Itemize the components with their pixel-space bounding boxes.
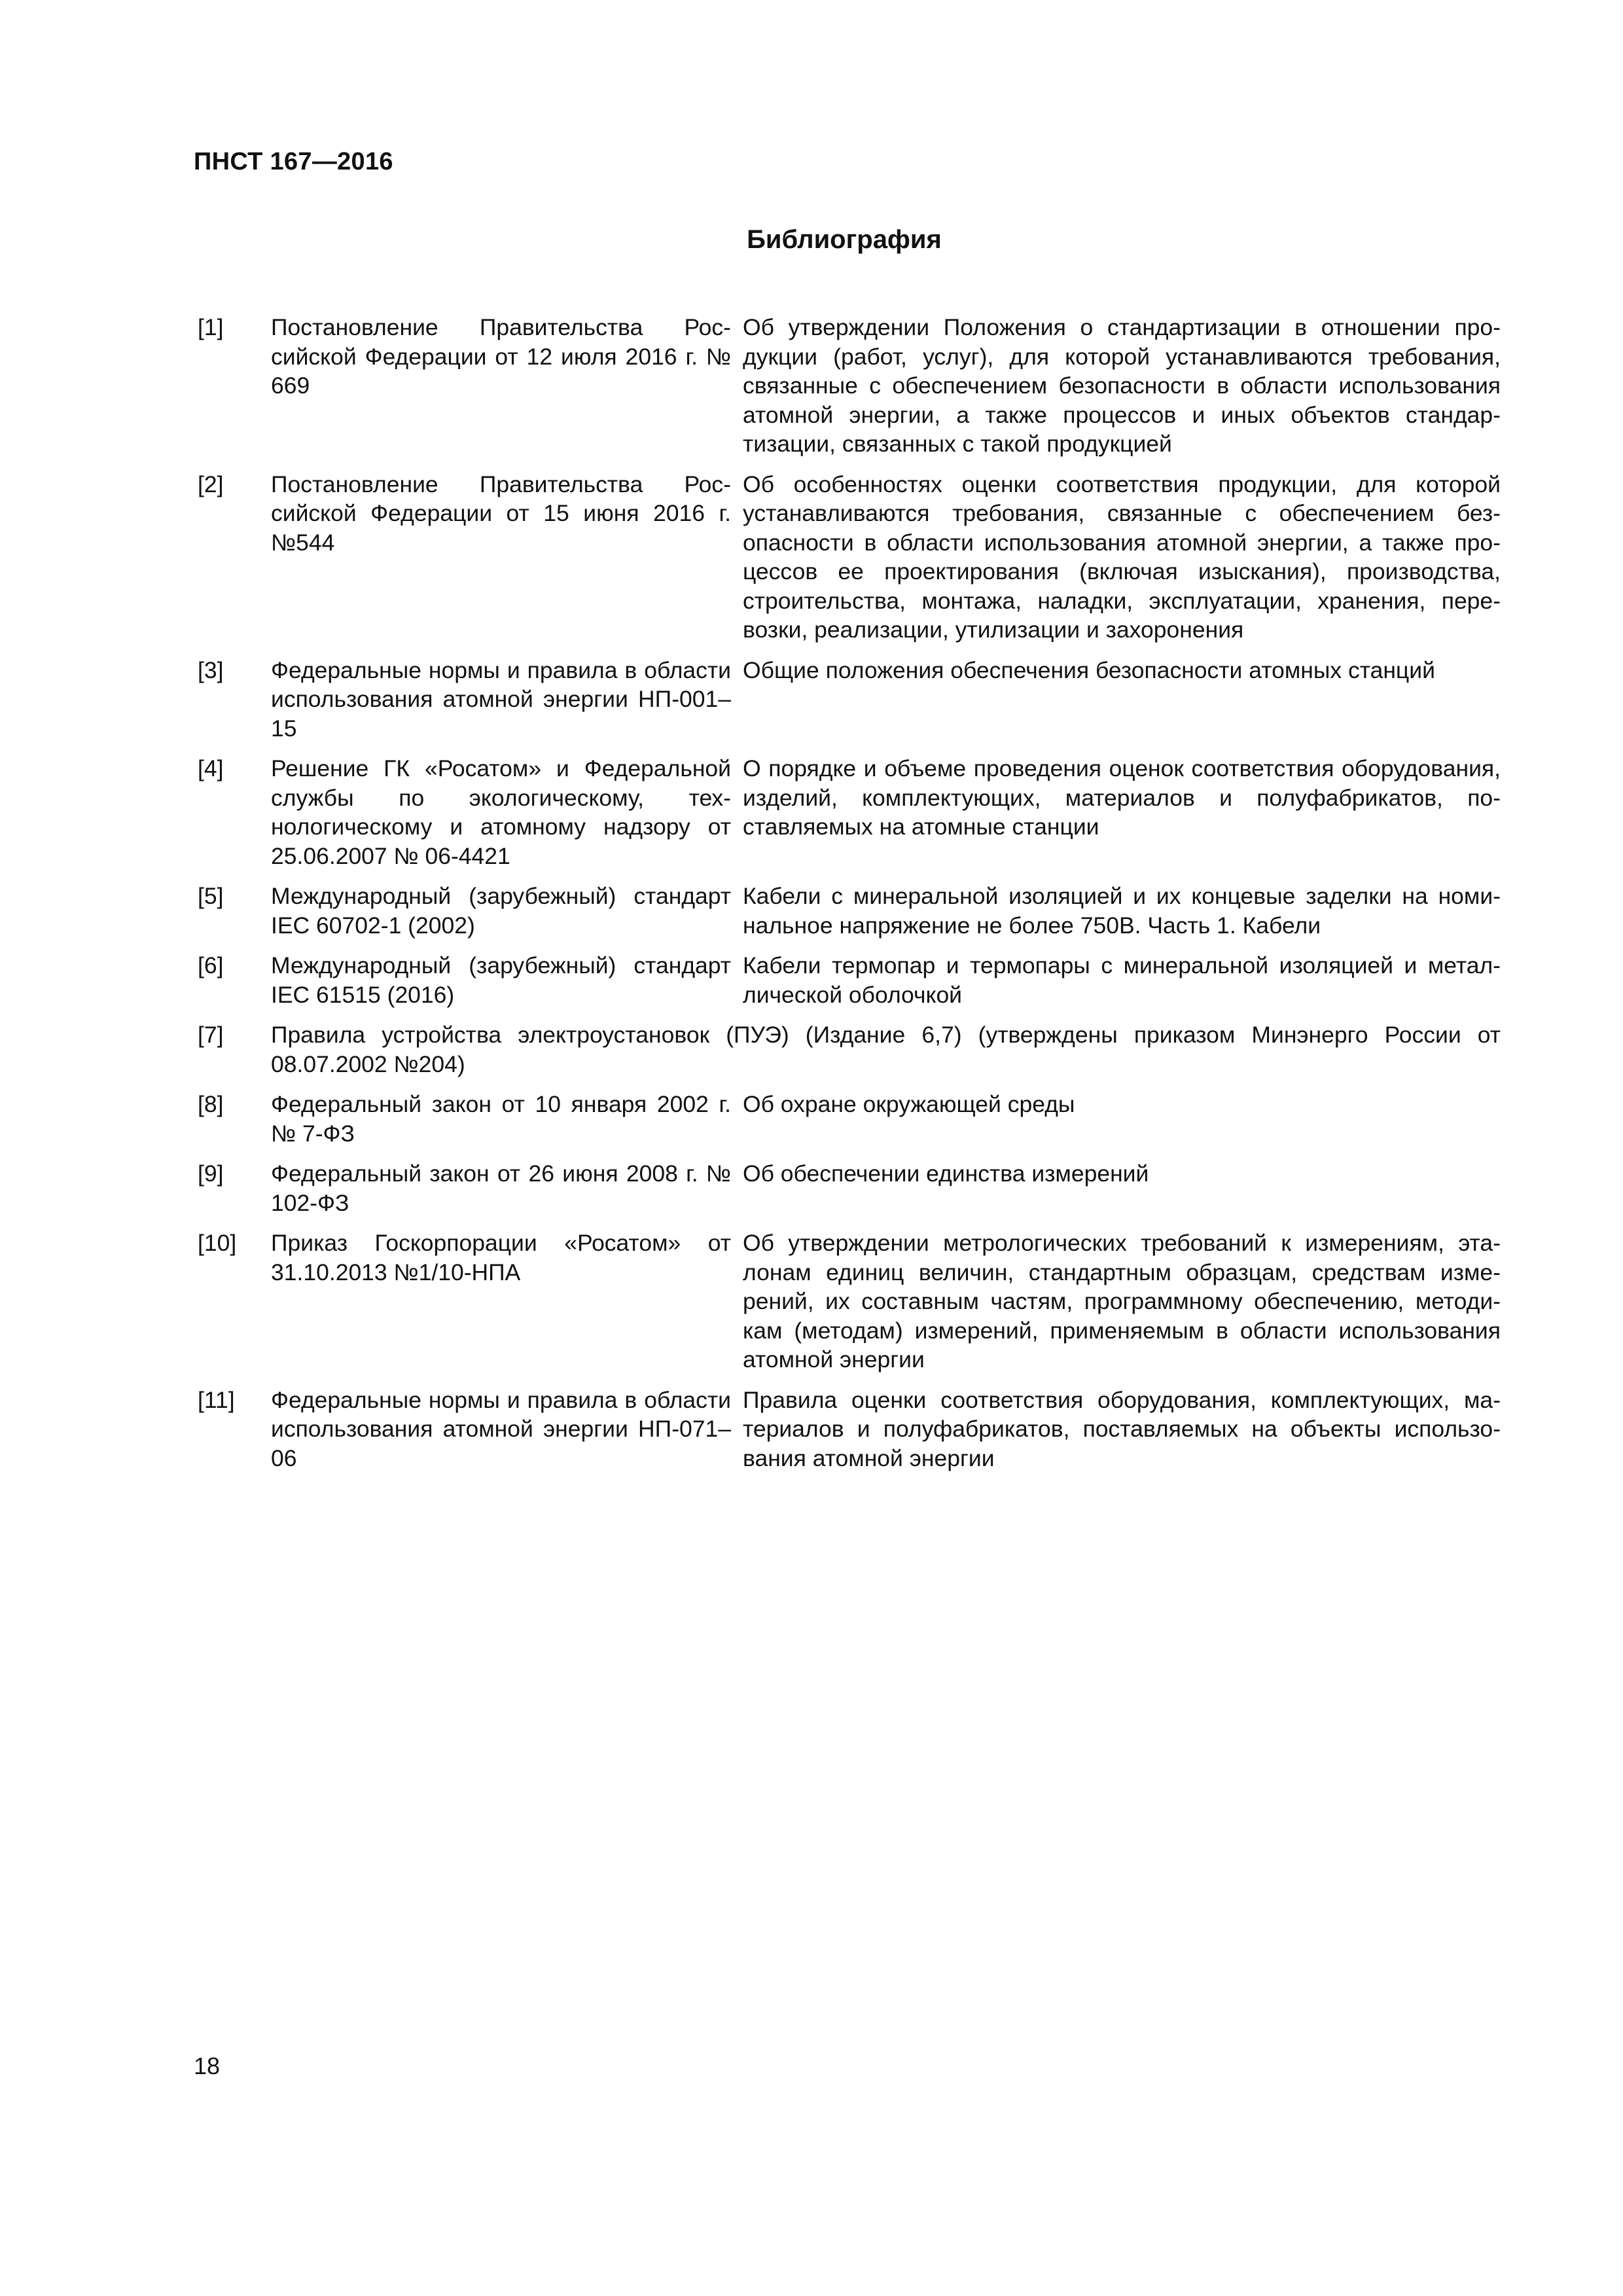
entry-number: [3] [198,656,224,683]
entry-number: [1] [198,314,224,340]
entry-description: Общие положения обеспечения безопасности атомных станций [743,656,1435,683]
entry-source: Решение ГК «Росатом» и Федеральной службы по экологическому, технологическому и атомному надзору от 25.06.2007 № 06-4421 [271,755,731,869]
entry-source: Постановление Правительства Российской Федерации от 12 июля 2016 г. № 669 [271,314,731,399]
entry-number: [5] [198,883,224,909]
bibliography-entry-2 [198,470,1500,645]
entry-number: [11] [198,1386,235,1413]
bibliography-entry-3 [198,656,1500,744]
bibliography-entry-4 [198,754,1500,870]
entry-number: [6] [198,952,224,978]
entry-description: Об утверждении метрологических требований к измерениям, эталонам единиц величин, стандартным образцам, средствам измерений, их составным частям, программному обеспечению, методикам (методам) измерений, применяемым в области использования атомной энергии [743,1230,1501,1372]
entry-description: О порядке и объеме проведения оценок соответствия оборудования, изделий, комплектующих, материалов и полуфабрикатов, поставляемых на атомные станции [743,755,1501,840]
bibliography-title: Библиография [747,225,942,254]
entry-source: Федеральный закон от 26 июня 2008 г. № 102-ФЗ [271,1160,731,1216]
entry-source: Приказ Госкорпорации «Росатом» от 31.10.2013 №1/10-НПА [271,1230,731,1285]
entry-number: [7] [198,1022,224,1048]
bibliography-entry-11 [198,1386,1500,1473]
bibliography-entry-7 [198,1020,1500,1079]
entry-number: [8] [198,1091,224,1117]
entry-source: Международный (зарубежный) стандарт IEC 60702-1 (2002) [271,883,731,939]
bibliography-entry-5 [198,882,1500,940]
entry-source: Правила устройства электроустановок (ПУЭ) (Издание 6,7) (утверждены приказом Минэнерго России от 08.07.2002 №204) [271,1022,1501,1077]
bibliography-entry-10 [198,1229,1500,1374]
bibliography-list [198,313,1500,1484]
entry-source: Федеральные нормы и правила в области использования атомной энергии НП-001–15 [271,656,731,742]
entry-source: Постановление Правительства Российской Федерации от 15 июня 2016 г. №544 [271,471,731,556]
entry-description: Об утверждении Положения о стандартизации в отношении продукции (работ, услуг), для которой устанавливаются требования, связанные с обеспечением безопасности в области использования атомной энергии, а также процессов и иных объектов стандартизации, связанных с такой продукцией [743,314,1501,457]
entry-source: Федеральный закон от 10 января 2002 г. № 7-ФЗ [271,1091,731,1147]
page-number: 18 [194,2053,221,2079]
entry-description: Кабели термопар и термопары с минеральной изоляцией и металлической оболочкой [743,952,1501,1008]
bibliography-entry-9 [198,1159,1500,1217]
entry-source: Международный (зарубежный) стандарт IEC 61515 (2016) [271,952,731,1008]
entry-number: [10] [198,1230,237,1256]
entry-number: [2] [198,471,224,497]
entry-description: Об особенностях оценки соответствия продукции, для которой устанавливаются требования, связанные с обеспечением безопасности в области использования атомной энергии, а также процессов ее проектирования (включая изыскания), производства, строительства, монтажа, наладки, эксплуатации, хранения, перевозки, реализации, утилизации и захоронения [743,471,1501,643]
entry-source: Федеральные нормы и правила в области использования атомной энергии НП-071–06 [271,1386,731,1471]
bibliography-entry-6 [198,951,1500,1009]
entry-number: [9] [198,1160,224,1187]
entry-description: Об обеспечении единства измерений [743,1160,1149,1187]
bibliography-entry-1 [198,313,1500,459]
entry-description: Кабели с минеральной изоляцией и их концевые заделки на номинальное напряжение не более 750В. Часть 1. Кабели [743,883,1501,939]
document-code: ПНСТ 167—2016 [194,148,393,175]
entry-description: Об охране окружающей среды [743,1091,1075,1117]
entry-description: Правила оценки соответствия оборудования, комплектующих, материалов и полуфабрикатов, поставляемых на объекты использования атомной энергии [743,1386,1501,1471]
entry-number: [4] [198,755,224,781]
bibliography-entry-8 [198,1090,1500,1148]
